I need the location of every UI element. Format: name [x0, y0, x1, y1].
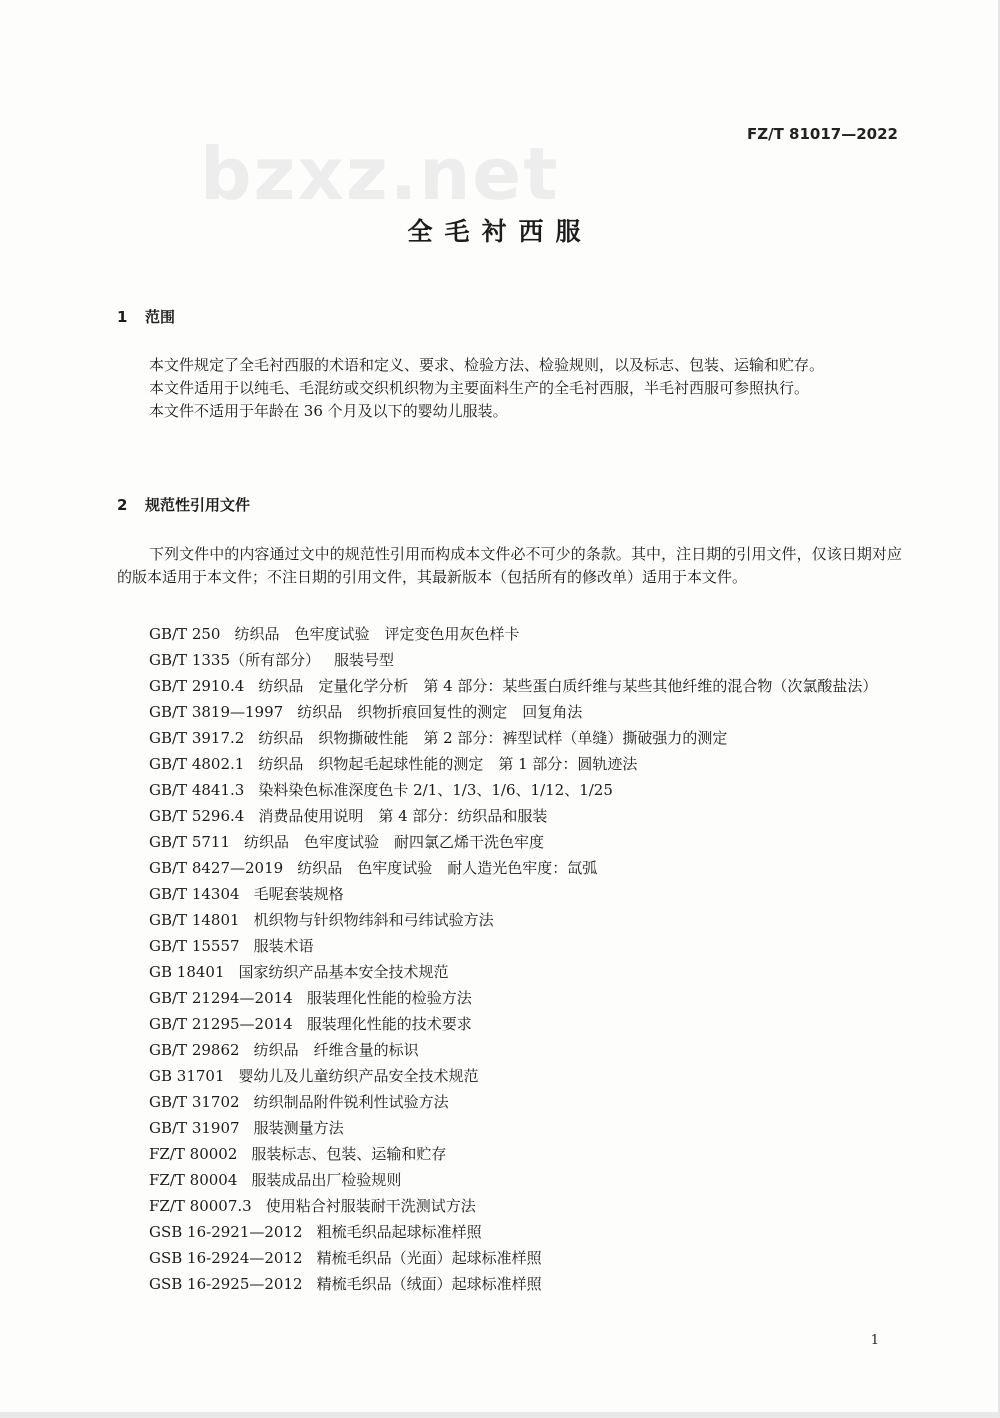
reference-title: 消费品使用说明 第 4 部分：纺织品和服装 — [258, 807, 548, 825]
reference-code: GB/T 5296.4 — [149, 807, 245, 825]
reference-title: 精梳毛织品（绒面）起球标准样照 — [316, 1275, 542, 1293]
reference-title: 婴幼儿及儿童纺织产品安全技术规范 — [238, 1067, 479, 1085]
reference-title: 纺织品 色牢度试验 耐四氯乙烯干洗色牢度 — [244, 833, 545, 851]
reference-code: GB 18401 — [149, 963, 225, 981]
reference-item — [117, 1271, 902, 1297]
reference-title: 服装号型 — [334, 651, 395, 669]
reference-item — [117, 881, 902, 907]
scope-paragraphs — [117, 354, 902, 423]
reference-item — [117, 673, 902, 699]
reference-title: 纺织品 纤维含量的标识 — [253, 1041, 419, 1059]
section-title: 范围 — [145, 308, 176, 326]
reference-item — [117, 1011, 902, 1037]
reference-item — [117, 907, 902, 933]
references-intro-text: 下列文件中的内容通过文中的规范性引用而构成本文件必不可少的条款。其中，注日期的引用文件，仅该日期对应的版本适用于本文件；不注日期的引用文件，其最新版本（包括所有的修改单）适用于本文件。 — [117, 545, 902, 586]
reference-code: GB/T 14801 — [149, 911, 240, 929]
page-number: 1 — [870, 1333, 879, 1348]
reference-title: 服装标志、包装、运输和贮存 — [251, 1145, 447, 1163]
reference-code: GB/T 4841.3 — [149, 781, 245, 799]
reference-code: GSB 16-2925—2012 — [149, 1275, 303, 1293]
reference-item — [117, 725, 902, 751]
reference-code: GB/T 1335（所有部分） — [149, 651, 321, 669]
watermark: bzxz.net — [200, 132, 560, 216]
reference-code: GB/T 14304 — [149, 885, 240, 903]
reference-item — [117, 985, 902, 1011]
reference-item — [117, 699, 902, 725]
document-title: 全毛衬西服 — [407, 217, 593, 246]
reference-title: 毛呢套装规格 — [253, 885, 344, 903]
reference-item — [117, 803, 902, 829]
reference-item — [117, 1167, 902, 1193]
reference-title: 国家纺织产品基本安全技术规范 — [238, 963, 449, 981]
reference-title: 服装术语 — [253, 937, 314, 955]
reference-code: GSB 16-2924—2012 — [149, 1249, 303, 1267]
reference-code: GB/T 31702 — [149, 1093, 240, 1111]
scope-paragraph: 本文件不适用于年龄在 36 个月及以下的婴幼儿服装。 — [149, 402, 508, 420]
reference-title: 染料染色标准深度色卡 2/1、1/3、1/6、1/12、1/25 — [258, 781, 613, 799]
reference-code: GSB 16-2921—2012 — [149, 1223, 303, 1241]
reference-item — [117, 933, 902, 959]
reference-code: GB/T 21295—2014 — [149, 1015, 293, 1033]
reference-title: 纺织品 织物折痕回复性的测定 回复角法 — [297, 703, 583, 721]
references-intro — [117, 543, 902, 589]
reference-title: 服装理化性能的技术要求 — [306, 1015, 472, 1033]
reference-title: 纺织品 定量化学分析 第 4 部分：某些蛋白质纤维与某些其他纤维的混合物（次氯酸盐法） — [258, 677, 878, 695]
reference-code: GB/T 31907 — [149, 1119, 240, 1137]
reference-code: FZ/T 80007.3 — [149, 1197, 252, 1215]
reference-item — [117, 1089, 902, 1115]
reference-item — [117, 621, 902, 647]
reference-code: GB/T 3819—1997 — [149, 703, 284, 721]
reference-code: GB/T 4802.1 — [149, 755, 245, 773]
section-heading-scope — [117, 306, 175, 327]
reference-item — [117, 855, 902, 881]
reference-item — [117, 829, 902, 855]
reference-item — [117, 777, 902, 803]
reference-code: GB 31701 — [149, 1067, 225, 1085]
reference-title: 服装理化性能的检验方法 — [306, 989, 472, 1007]
reference-item — [117, 1063, 902, 1089]
reference-title: 机织物与针织物纬斜和弓纬试验方法 — [253, 911, 494, 929]
reference-title: 纺织品 织物撕破性能 第 2 部分：裤型试样（单缝）撕破强力的测定 — [258, 729, 728, 747]
reference-code: GB/T 21294—2014 — [149, 989, 293, 1007]
reference-title: 纺织品 色牢度试验 评定变色用灰色样卡 — [234, 625, 520, 643]
reference-title: 服装成品出厂检验规则 — [251, 1171, 402, 1189]
reference-code: GB/T 8427—2019 — [149, 859, 284, 877]
reference-code: FZ/T 80002 — [149, 1145, 238, 1163]
reference-item — [117, 1115, 902, 1141]
reference-title: 纺织品 色牢度试验 耐人造光色牢度：氙弧 — [297, 859, 598, 877]
reference-item — [117, 1141, 902, 1167]
section-title: 规范性引用文件 — [145, 496, 251, 514]
scope-paragraph: 本文件适用于以纯毛、毛混纺或交织机织物为主要面料生产的全毛衬西服，半毛衬西服可参照执行。 — [149, 379, 810, 397]
reference-code: GB/T 2910.4 — [149, 677, 245, 695]
reference-item — [117, 1219, 902, 1245]
reference-code: GB/T 250 — [149, 625, 221, 643]
reference-item — [117, 647, 902, 673]
reference-title: 粗梳毛织品起球标准样照 — [316, 1223, 482, 1241]
section-heading-normative-references — [117, 494, 250, 515]
reference-code: GB/T 15557 — [149, 937, 240, 955]
section-number: 1 — [117, 308, 128, 326]
reference-title: 纺织制品附件锐利性试验方法 — [253, 1093, 449, 1111]
reference-title: 使用粘合衬服装耐干洗测试方法 — [265, 1197, 476, 1215]
section-number: 2 — [117, 496, 128, 514]
scope-paragraph: 本文件规定了全毛衬西服的术语和定义、要求、检验方法、检验规则，以及标志、包装、运输和贮存。 — [149, 356, 825, 374]
reference-title: 纺织品 织物起毛起球性能的测定 第 1 部分：圆轨迹法 — [258, 755, 638, 773]
reference-item — [117, 1037, 902, 1063]
reference-code: FZ/T 80004 — [149, 1171, 238, 1189]
reference-item — [117, 959, 902, 985]
reference-title: 服装测量方法 — [253, 1119, 344, 1137]
reference-code: GB/T 5711 — [149, 833, 231, 851]
reference-item — [117, 1193, 902, 1219]
reference-code: GB/T 29862 — [149, 1041, 240, 1059]
standard-number: FZ/T 81017—2022 — [747, 125, 898, 143]
reference-list — [117, 621, 902, 1297]
reference-title: 精梳毛织品（光面）起球标准样照 — [316, 1249, 542, 1267]
reference-item — [117, 1245, 902, 1271]
reference-item — [117, 751, 902, 777]
reference-code: GB/T 3917.2 — [149, 729, 245, 747]
